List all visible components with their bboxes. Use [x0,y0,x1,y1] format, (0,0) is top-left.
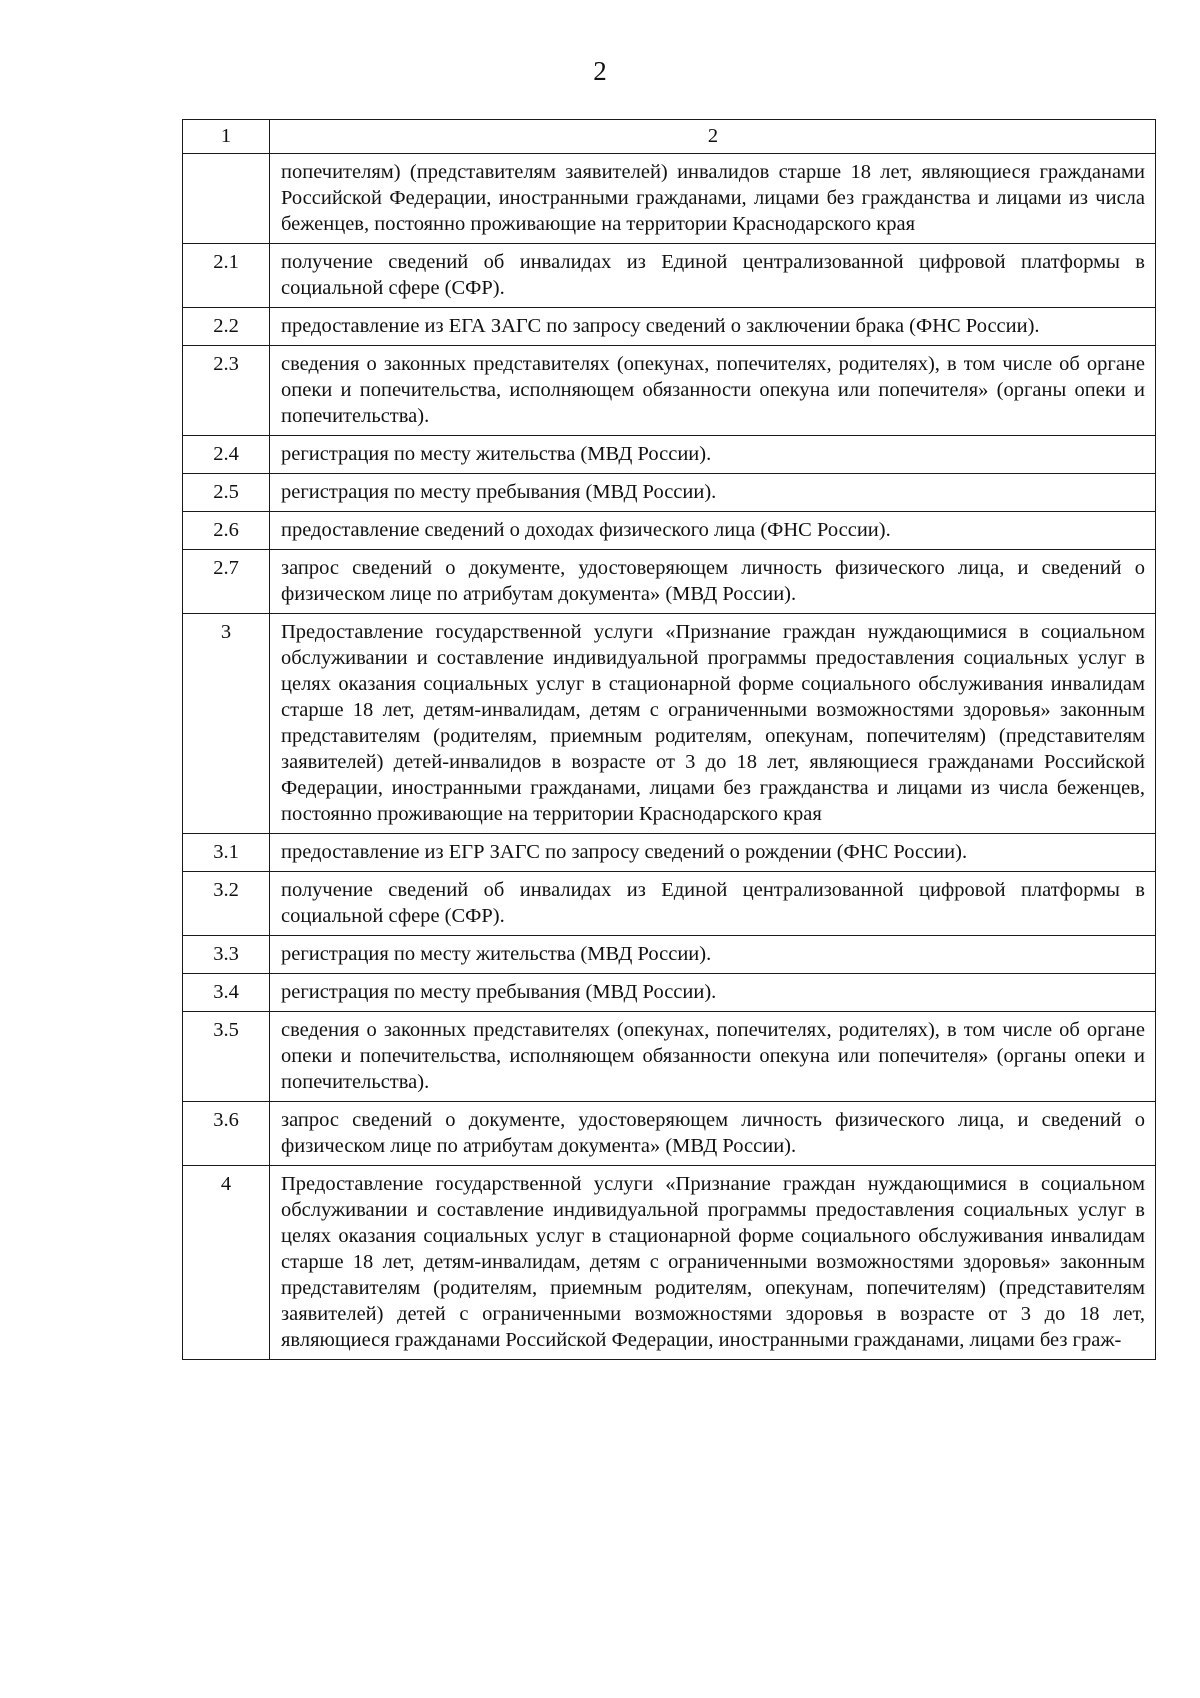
page-number: 2 [593,56,607,86]
table-row [183,512,1156,550]
table-row [183,1102,1156,1166]
table-row [183,550,1156,614]
row-text: сведения о законных представителях (опекунах, попечителях, родителях), в том числе об органе опеки и попечительства, исполняющем обязанности опекуна или попечителя» (органы опеки и попечительства). [270,346,1156,436]
row-text: запрос сведений о документе, удостоверяющем личность физического лица, и сведений о физическом лице по атрибутам документа» (МВД России). [270,1102,1156,1166]
row-number: 3.2 [183,872,270,936]
services-table [182,119,1156,1360]
row-text: регистрация по месту жительства (МВД России). [270,436,1156,474]
table-row [183,474,1156,512]
table-row [183,244,1156,308]
table-row [183,936,1156,974]
row-number: 3.4 [183,974,270,1012]
table-body [183,120,1156,1360]
row-text: регистрация по месту жительства (МВД России). [270,936,1156,974]
row-text: Предоставление государственной услуги «Признание граждан нуждающимися в социальном обслуживании и составление индивидуальной программы предоставления социальных услуг в целях оказания социальных услуг в стационарной форме социального обслуживания инвалидам старше 18 лет, детям-инвалидам, детям с ограниченными возможностями здоровья» законным представителям (родителям, приемным родителям, опекунам, попечителям) (представителям заявителей) детей-инвалидов в возрасте от 3 до 18 лет, являющиеся гражданами Российской Федерации, иностранными гражданами, лицами без гражданства и лицами из числа беженцев, постоянно проживающие на территории Краснодарского края [270,614,1156,834]
row-number: 3.1 [183,834,270,872]
row-number: 3.6 [183,1102,270,1166]
row-number: 2.3 [183,346,270,436]
table-row [183,1166,1156,1360]
column-header-2: 2 [270,120,1156,154]
table-header-row [183,120,1156,154]
table-row [183,346,1156,436]
row-text: предоставление сведений о доходах физического лица (ФНС России). [270,512,1156,550]
row-number: 2.1 [183,244,270,308]
table-row [183,154,1156,244]
row-number: 2.5 [183,474,270,512]
row-number: 2.2 [183,308,270,346]
row-number: 2.7 [183,550,270,614]
table-row [183,1012,1156,1102]
row-text: регистрация по месту пребывания (МВД России). [270,474,1156,512]
row-text: предоставление из ЕГР ЗАГС по запросу сведений о рождении (ФНС России). [270,834,1156,872]
table-row [183,974,1156,1012]
row-number: 3.5 [183,1012,270,1102]
row-text: Предоставление государственной услуги «Признание граждан нуждающимися в социальном обслуживании и составление индивидуальной программы предоставления социальных услуг в целях оказания социальных услуг в стационарной форме социального обслуживания инвалидам старше 18 лет, детям-инвалидам, детям с ограниченными возможностями здоровья» законным представителям (родителям, приемным родителям, опекунам, попечителям) (представителям заявителей) детей с ограниченными возможностями здоровья в возрасте от 3 до 18 лет, являющиеся гражданами Российской Федерации, иностранными гражданами, лицами без граж- [270,1166,1156,1360]
table-row [183,436,1156,474]
row-number: 3 [183,614,270,834]
row-number: 3.3 [183,936,270,974]
table-row [183,834,1156,872]
column-header-1: 1 [183,120,270,154]
table-row [183,308,1156,346]
row-number: 4 [183,1166,270,1360]
row-text: сведения о законных представителях (опекунах, попечителях, родителях), в том числе об органе опеки и попечительства, исполняющем обязанности опекуна или попечителя» (органы опеки и попечительства). [270,1012,1156,1102]
row-text: получение сведений об инвалидах из Единой централизованной цифровой платформы в социальной сфере (СФР). [270,872,1156,936]
table-row [183,614,1156,834]
row-text: запрос сведений о документе, удостоверяющем личность физического лица, и сведений о физическом лице по атрибутам документа» (МВД России). [270,550,1156,614]
row-number [183,154,270,244]
row-number: 2.4 [183,436,270,474]
row-text: получение сведений об инвалидах из Единой централизованной цифровой платформы в социальной сфере (СФР). [270,244,1156,308]
row-text: регистрация по месту пребывания (МВД России). [270,974,1156,1012]
row-text: предоставление из ЕГА ЗАГС по запросу сведений о заключении брака (ФНС России). [270,308,1156,346]
table-row [183,872,1156,936]
row-number: 2.6 [183,512,270,550]
row-text: попечителям) (представителям заявителей) инвалидов старше 18 лет, являющиеся гражданами Российской Федерации, иностранными гражданами, лицами без гражданства и лицами из числа беженцев, постоянно проживающие на территории Краснодарского края [270,154,1156,244]
